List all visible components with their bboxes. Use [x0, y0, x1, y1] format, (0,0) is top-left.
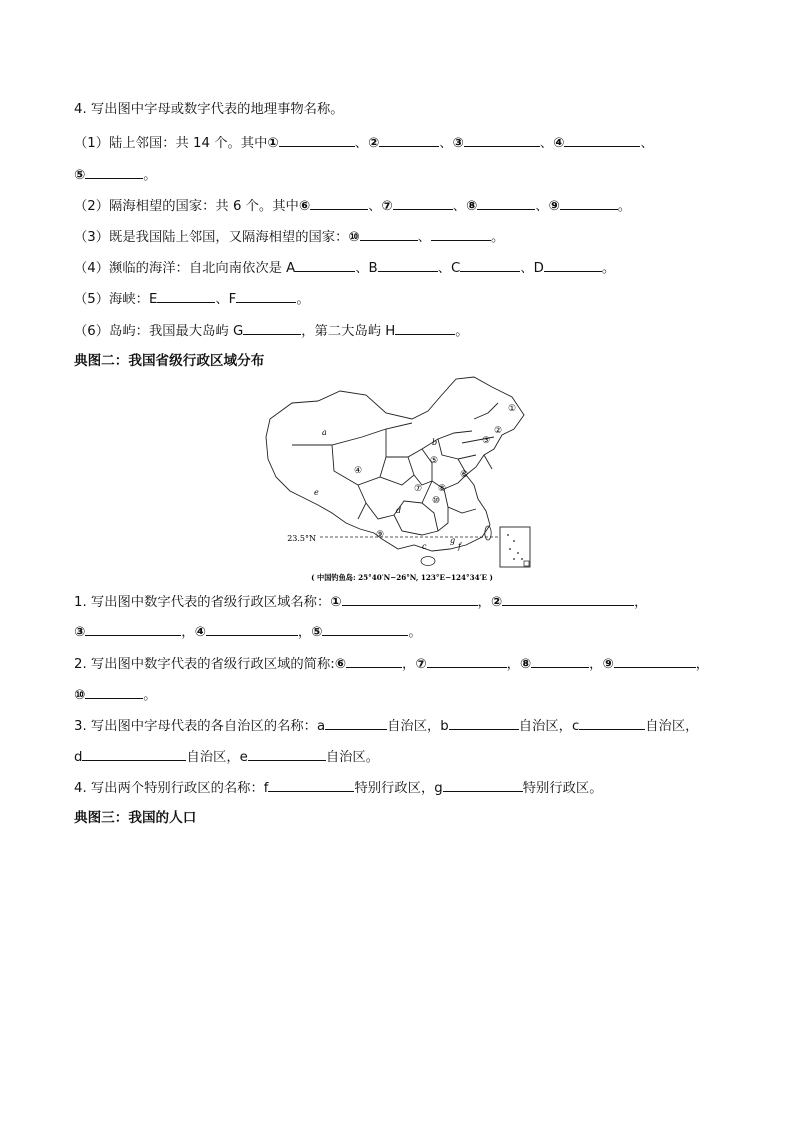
auto-label: 自治区	[325, 750, 366, 765]
map-num-4: ④	[354, 466, 363, 476]
label-g: g	[434, 781, 443, 796]
p1-blank-4[interactable]	[206, 622, 298, 636]
sep: 、	[215, 292, 229, 307]
num-3: ③	[74, 625, 86, 640]
map-letter-d: d	[396, 506, 402, 515]
blank-H[interactable]	[395, 321, 455, 335]
q3-text: （3）既是我国陆上邻国，又隔海相望的国家：	[74, 230, 349, 245]
blank-E[interactable]	[157, 289, 215, 303]
label-C: C	[450, 261, 461, 276]
label-d: d	[74, 750, 83, 765]
num-2: ②	[490, 595, 503, 610]
num-7: ⑦	[381, 199, 393, 214]
question-6-line	[74, 321, 724, 341]
sep: 、	[520, 261, 534, 276]
map-num-3: ③	[482, 436, 491, 446]
q2-text: （2）隔海相望的国家：共 6 个。其中	[74, 199, 299, 214]
map-letter-e: e	[314, 488, 319, 497]
p3-blank-e[interactable]	[248, 747, 326, 761]
p3-blank-a[interactable]	[325, 716, 387, 730]
province-lines	[292, 403, 498, 535]
q4-text: （4）濒临的海洋：自北向南依次是 A	[74, 261, 296, 276]
sar-label: 特别行政区	[522, 781, 590, 796]
sep: 、	[452, 199, 466, 214]
num-3: ③	[452, 136, 464, 151]
part2-q2-line	[74, 654, 724, 674]
p3-text: 3. 写出图中字母代表的各自治区的名称：a	[74, 719, 326, 734]
blank-D[interactable]	[544, 258, 602, 272]
label-e: e	[239, 750, 248, 765]
num-9: ⑨	[602, 657, 614, 672]
p4-blank-f[interactable]	[268, 778, 354, 792]
label-D: D	[533, 261, 544, 276]
num-4: ④	[194, 625, 206, 640]
end-mark: 。	[296, 292, 310, 307]
question-5-line	[74, 289, 724, 309]
blank-F[interactable]	[236, 289, 296, 303]
q6-text: （6）岛屿：我国最大岛屿 G	[74, 324, 244, 339]
map-caption: ( 中国钓鱼岛: 25°40′N−26°N, 123°E−124°34′E )	[311, 573, 493, 582]
num-6: ⑥	[334, 657, 347, 672]
map-num-1: ①	[508, 404, 517, 414]
num-10: ⑩	[348, 230, 360, 245]
sep: 、	[437, 261, 451, 276]
sep: ，	[297, 625, 312, 640]
blank-6[interactable]	[310, 196, 368, 210]
end-mark: 。	[589, 781, 603, 796]
num-4: ④	[553, 136, 565, 151]
p2-blank-8[interactable]	[531, 654, 589, 668]
sep: ，	[685, 719, 699, 734]
sep: ，	[634, 595, 648, 610]
sep: ，	[226, 750, 240, 765]
map-letter-g: g	[450, 536, 456, 545]
end-mark: 。	[490, 230, 505, 245]
q5-text: （5）海峡：E	[74, 292, 158, 307]
num-5: ⑤	[311, 625, 323, 640]
blank-G[interactable]	[243, 321, 301, 335]
q6-text-2: ，第二大岛屿 H	[301, 324, 396, 339]
p1-text: 1. 写出图中数字代表的省级行政区域名称：	[74, 595, 331, 610]
hainan-island	[421, 557, 435, 566]
sep: ，	[420, 781, 435, 796]
question-1-line-2	[74, 165, 724, 185]
map-letter-f: f	[458, 542, 461, 551]
blank-10[interactable]	[360, 227, 418, 241]
china-province-map	[262, 373, 542, 585]
auto-label: 自治区	[645, 719, 686, 734]
p2-blank-6[interactable]	[346, 654, 402, 668]
sep: 、	[417, 230, 431, 245]
part2-q3-line	[74, 716, 724, 736]
p3-blank-c[interactable]	[579, 716, 645, 730]
end-mark: 。	[365, 750, 380, 765]
label-b: b	[440, 719, 449, 734]
blank-9[interactable]	[560, 196, 618, 210]
num-8: ⑧	[465, 199, 478, 214]
blank-3[interactable]	[464, 133, 540, 147]
end-mark: 。	[143, 688, 157, 703]
p2-blank-7[interactable]	[427, 654, 507, 668]
num-10: ⑩	[74, 688, 86, 703]
blank-C[interactable]	[460, 258, 520, 272]
blank-1[interactable]	[279, 133, 355, 147]
map-letter-c: c	[422, 542, 427, 551]
map-num-6: ⑥	[460, 470, 469, 480]
map-num-7: ⑦	[414, 484, 423, 494]
heading-map-2: 典图二：我国省级行政区域分布	[74, 353, 265, 369]
sep: ，	[477, 595, 491, 610]
p4-text: 4. 写出两个特别行政区的名称：f	[74, 781, 269, 796]
map-num-8: ⑧	[438, 484, 447, 494]
p1-blank-2[interactable]	[502, 592, 634, 606]
sep: ，	[181, 625, 195, 640]
section-title: 4. 写出图中字母或数字代表的地理事物名称。	[74, 102, 344, 117]
question-3-line	[74, 227, 724, 247]
blank-B[interactable]	[378, 258, 438, 272]
p2-blank-9[interactable]	[614, 654, 696, 668]
blank-5[interactable]	[85, 165, 143, 179]
sep: ，	[506, 657, 520, 672]
auto-label: 自治区	[387, 719, 427, 734]
sep: 、	[354, 136, 368, 151]
p3-blank-d[interactable]	[82, 747, 186, 761]
sep: 、	[439, 136, 453, 151]
sep: 、	[368, 199, 382, 214]
map-letter-b: b	[432, 438, 438, 447]
map-num-5: ⑤	[430, 456, 439, 466]
p1-blank-1[interactable]	[342, 592, 478, 606]
sep: ，	[589, 657, 603, 672]
num-6: ⑥	[298, 199, 311, 214]
p1-blank-3[interactable]	[85, 622, 181, 636]
sep: ，	[695, 657, 709, 672]
num-1: ①	[330, 595, 342, 610]
part2-q1-line-2	[74, 622, 724, 642]
p2-text: 2. 写出图中数字代表的省级行政区域的简称:	[74, 657, 335, 672]
end-mark: 。	[408, 625, 422, 640]
num-7: ⑦	[415, 657, 427, 672]
map-num-2: ②	[494, 426, 503, 436]
tropic-label: 23.5°N	[287, 534, 316, 543]
part2-q1-line	[74, 592, 724, 612]
map-outline	[266, 377, 524, 551]
blank-11[interactable]	[431, 227, 491, 241]
question-2-line	[74, 196, 724, 216]
sep: 、	[640, 136, 654, 151]
end-mark: 。	[143, 168, 157, 183]
heading-map-3: 典图三：我国的人口	[74, 810, 197, 826]
blank-4[interactable]	[564, 133, 640, 147]
sep: ，	[427, 719, 441, 734]
question-1-line	[74, 133, 724, 153]
end-mark: 。	[617, 199, 632, 214]
sep: ，	[558, 719, 572, 734]
label-c: c	[571, 719, 580, 734]
sep: ，	[402, 657, 416, 672]
blank-7[interactable]	[393, 196, 453, 210]
num-2: ②	[367, 136, 380, 151]
map-letter-a: a	[322, 428, 327, 437]
country-border	[266, 377, 524, 551]
map-num-10: ⑩	[432, 496, 441, 506]
label-B: B	[368, 261, 378, 276]
sep: 、	[535, 199, 549, 214]
num-5: ⑤	[74, 168, 86, 183]
num-1: ①	[267, 136, 279, 151]
num-8: ⑧	[519, 657, 532, 672]
map-num-9: ⑨	[376, 530, 385, 540]
auto-label: 自治区	[186, 750, 227, 765]
sep: 、	[355, 261, 369, 276]
sep: 、	[539, 136, 554, 151]
sar-label: 特别行政区	[354, 781, 421, 796]
auto-label: 自治区	[518, 719, 559, 734]
end-mark: 。	[601, 261, 616, 276]
question-4-line	[74, 258, 724, 278]
num-9: ⑨	[548, 199, 560, 214]
label-F: F	[228, 292, 237, 307]
blank-A[interactable]	[295, 258, 355, 272]
blank-8[interactable]	[477, 196, 535, 210]
blank-2[interactable]	[379, 133, 439, 147]
p1-blank-5[interactable]	[322, 622, 408, 636]
p3-blank-b[interactable]	[449, 716, 519, 730]
q1-text: （1）陆上邻国：共 14 个。其中	[74, 136, 268, 151]
end-mark: 。	[455, 324, 469, 339]
part2-q2-line-2	[74, 685, 724, 705]
p4-blank-g[interactable]	[443, 778, 523, 792]
part2-q4-line	[74, 778, 724, 798]
part2-q3-line-2	[74, 747, 724, 767]
p2-blank-10[interactable]	[85, 685, 143, 699]
